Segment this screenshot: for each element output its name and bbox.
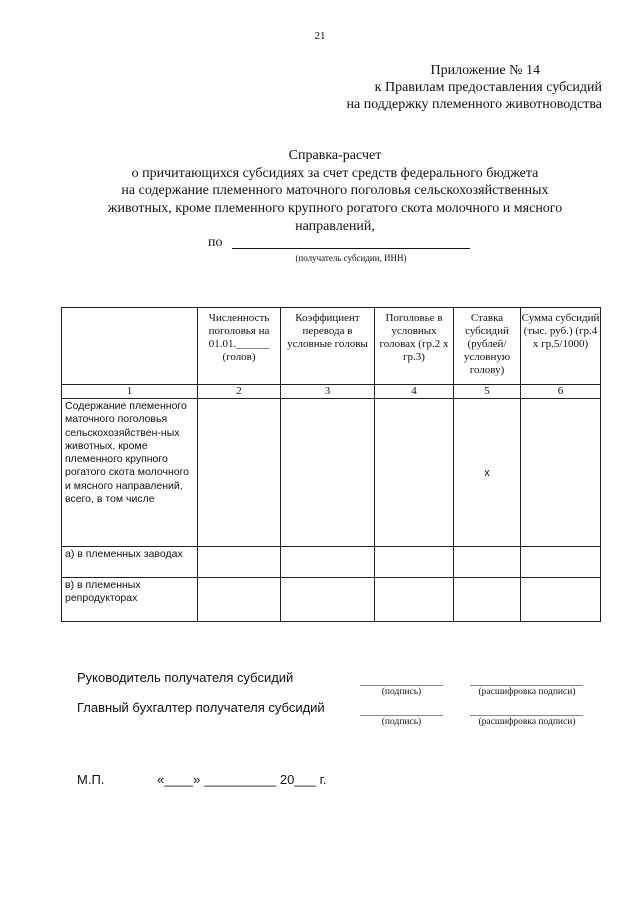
head-label: Руководитель получателя субсидий (77, 670, 294, 685)
cell-rate[interactable] (454, 578, 521, 622)
recipient-prefix: по (208, 235, 223, 250)
column-number: 1 (62, 385, 198, 399)
header-rate: Ставка субсидий (рублей/ условную голову) (454, 308, 521, 385)
subsidy-table (61, 307, 601, 622)
header-sum: Сумма субсидий (тыс. руб.) (гр.4 х гр.5/1000) (521, 308, 601, 385)
accountant-label: Главный бухгалтер получателя субсидий (77, 700, 325, 715)
cell-coefficient[interactable] (281, 399, 375, 547)
accountant-decoding-field[interactable] (470, 715, 583, 716)
document-subtitle-line-3: животных, кроме племенного крупного рогатого скота молочного и мясного (107, 201, 563, 216)
column-number: 3 (281, 385, 375, 399)
annex-title: Приложение № 14 (430, 63, 540, 78)
head-signature-field[interactable] (360, 685, 443, 686)
column-number: 2 (198, 385, 281, 399)
column-number: 6 (521, 385, 601, 399)
accountant-decoding-caption: (расшифровка подписи) (478, 717, 576, 727)
table-header-row (62, 308, 601, 385)
cell-headcount[interactable] (198, 399, 281, 547)
head-decoding-field[interactable] (470, 685, 583, 686)
accountant-signature-caption: (подпись) (381, 717, 422, 727)
document-subtitle-line-1: о причитающихся субсидиях за счет средств федерального бюджета (131, 166, 539, 181)
table-row-total (62, 399, 601, 547)
annex-subject: на поддержку племенного животноводства (346, 97, 602, 112)
stamp-place-label: М.П. (77, 772, 105, 787)
cell-headcount[interactable] (198, 578, 281, 622)
column-number: 5 (454, 385, 521, 399)
head-decoding-caption: (расшифровка подписи) (478, 687, 576, 697)
document-title: Справка-расчет (288, 148, 382, 163)
cell-sum[interactable] (521, 578, 601, 622)
date-field[interactable]: «____» __________ 20___ г. (157, 772, 327, 787)
row-label: в) в племенных репродукторах (62, 578, 198, 622)
annex-reference: к Правилам предоставления субсидий (374, 80, 602, 95)
recipient-field[interactable] (232, 248, 470, 249)
recipient-caption: (получатель субсидии, ИНН) (295, 253, 407, 263)
accountant-signature-field[interactable] (360, 715, 443, 716)
cell-headcount[interactable] (198, 547, 281, 578)
cell-coefficient[interactable] (281, 547, 375, 578)
head-signature-caption: (подпись) (381, 687, 422, 697)
document-subtitle-line-2: на содержание племенного маточного поголовья сельскохозяйственных (121, 183, 549, 198)
cell-conditional-heads[interactable] (375, 547, 454, 578)
header-headcount: Численность поголовья на 01.01.______ (голов) (198, 308, 281, 385)
table-row-reproducers (62, 578, 601, 622)
row-label: а) в племенных заводах (62, 547, 198, 578)
cell-coefficient[interactable] (281, 578, 375, 622)
table-row-breeding-plants (62, 547, 601, 578)
column-number: 4 (375, 385, 454, 399)
cell-sum[interactable] (521, 547, 601, 578)
header-conditional-heads: Поголовье в условных головах (гр.2 х гр.3) (375, 308, 454, 385)
cell-conditional-heads[interactable] (375, 399, 454, 547)
page-number: 21 (314, 30, 326, 42)
header-name (62, 308, 198, 385)
cell-sum[interactable] (521, 399, 601, 547)
document-subtitle-line-4: направлений, (295, 219, 375, 234)
row-label: Содержание племенного маточного поголовья сельскохозяйствен-ных животных, кроме племенного крупного рогатого скота молочного и мясного направлений, всего, в том числе (62, 399, 198, 547)
column-number-row (62, 385, 601, 399)
cell-conditional-heads[interactable] (375, 578, 454, 622)
cell-rate[interactable] (454, 547, 521, 578)
cell-rate-mark: х (454, 399, 521, 547)
header-coefficient: Коэффициент перевода в условные головы (281, 308, 375, 385)
